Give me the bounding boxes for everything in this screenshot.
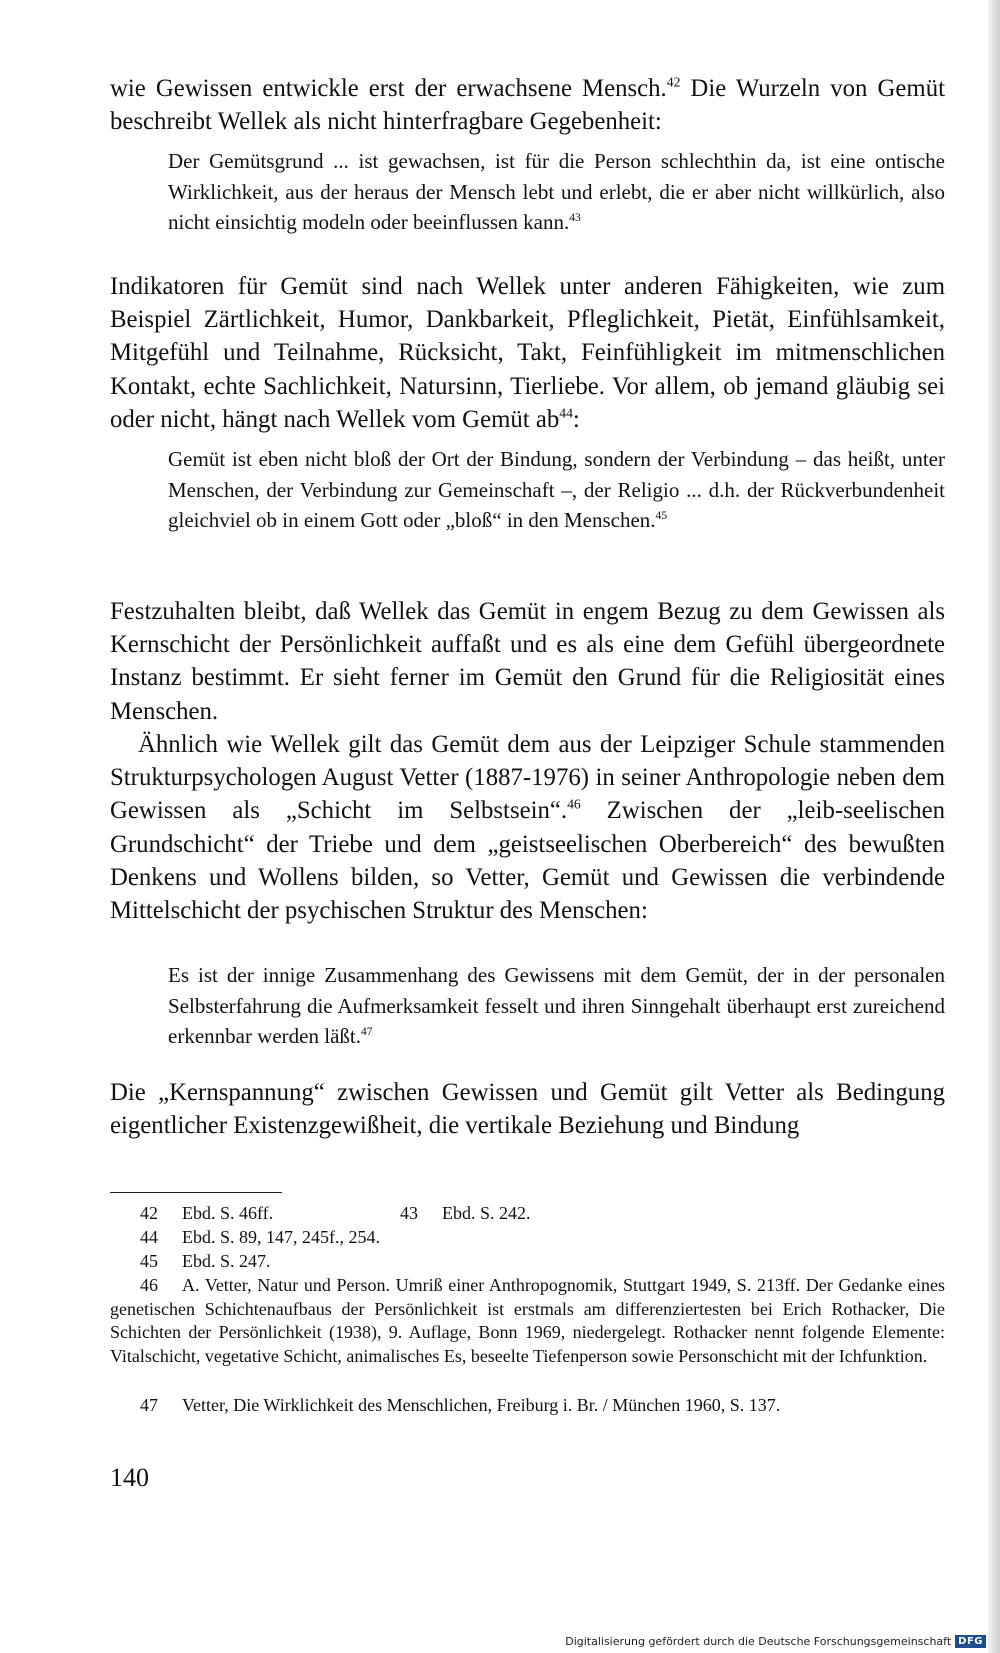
footnote-ref-46: 46 bbox=[567, 797, 581, 813]
page-edge bbox=[988, 0, 1000, 1653]
footnote-42-number: 42 bbox=[140, 1203, 158, 1223]
footnote-45-text: Ebd. S. 247. bbox=[182, 1251, 271, 1271]
page-number: 140 bbox=[110, 1463, 149, 1492]
footnote-47-text: Vetter, Die Wirklichkeit des Menschlichen, Freiburg i. Br. / München 1960, S. 137. bbox=[182, 1395, 781, 1415]
paragraph-3-text: Festzuhalten bleibt, daß Wellek das Gemüt in engem Bezug zu dem Gewissen als Kernschicht der Persönlichkeit auffaßt und es als eine dem Gefühl übergeordnete Instanz bestimmt. Er sieht ferner im Gemüt den Grund für die Religiosität eines Menschen. bbox=[110, 598, 945, 725]
footnote-46 bbox=[110, 1274, 945, 1368]
footnote-42 bbox=[140, 1202, 273, 1226]
footnote-ref-43: 43 bbox=[569, 212, 581, 225]
paragraph-1-text-b: Die Wurzeln von Gemüt beschreibt Wellek als nicht hinterfragbare Gegebenheit: bbox=[110, 75, 945, 136]
digitization-credit bbox=[565, 1635, 986, 1648]
footnote-ref-44: 44 bbox=[559, 405, 573, 421]
footnote-44-number: 44 bbox=[140, 1227, 158, 1247]
block-quote-2-text: Gemüt ist eben nicht bloß der Ort der Bindung, sondern der Verbindung – das heißt, unter Menschen, der Verbindung zur Gemeinschaft –, der Religio ... d.h. der Rückverbundenheit gleichviel ob in einem Gott oder „bloß“ in den Menschen. bbox=[168, 447, 945, 533]
paragraph-4-text-a: Ähnlich wie Wellek gilt das Gemüt dem aus der Leipziger Schule stammenden Strukturpsychologen August Vetter (1887-1976) in seiner Anthropologie neben dem Gewissen als „Schicht im Selbstsein“. bbox=[110, 731, 945, 825]
paragraph-1 bbox=[110, 72, 945, 138]
paragraph-5 bbox=[110, 1076, 945, 1142]
footnote-ref-47: 47 bbox=[361, 1026, 373, 1039]
paragraph-4-text-b: Zwischen der „leib-seelischen Grundschicht“ der Triebe und dem „geistseelischen Oberbereich“ des bewußten Denkens und Wollens bilden, so Vetter, Gemüt und Gewissen die verbindende Mittelschicht der psychischen Struktur des Menschen: bbox=[110, 797, 946, 925]
block-quote-2 bbox=[168, 444, 945, 536]
block-quote-1-text: Der Gemütsgrund ... ist gewachsen, ist für die Person schlechthin da, ist eine ontische Wirklichkeit, aus der heraus der Mensch lebt und erlebt, die er aber nicht willkürlich, also nicht einsichtig modeln oder beeinflussen kann. bbox=[168, 149, 945, 235]
paragraph-5-text: Die „Kernspannung“ zwischen Gewissen und Gemüt gilt Vetter als Bedingung eigentlicher Existenzgewißheit, die vertikale Beziehung und Bindung bbox=[110, 1079, 945, 1140]
footnote-42-text: Ebd. S. 46ff. bbox=[182, 1203, 274, 1223]
dfg-logo-icon: DFG bbox=[955, 1635, 986, 1648]
footnote-43 bbox=[400, 1202, 531, 1226]
paragraph-2 bbox=[110, 270, 945, 436]
block-quote-3 bbox=[168, 960, 945, 1052]
footnote-43-number: 43 bbox=[400, 1203, 418, 1223]
paragraph-2-text: Indikatoren für Gemüt sind nach Wellek unter anderen Fähigkeiten, wie zum Beispiel Zärtlichkeit, Humor, Dankbarkeit, Pfleglichkeit, Pietät, Einfühlsamkeit, Mitgefühl und Teilnahme, Rücksicht, Takt, Feinfühligkeit im mitmenschlichen Kontakt, echte Sachlichkeit, Natursinn, Tierliebe. Vor allem, ob jemand gläubig sei oder nicht, hängt nach Wellek vom Gemüt ab bbox=[110, 273, 945, 433]
footnote-45-number: 45 bbox=[140, 1251, 158, 1271]
footnote-46-number: 46 bbox=[140, 1275, 158, 1295]
footnote-45 bbox=[140, 1250, 271, 1274]
footnote-ref-42: 42 bbox=[666, 74, 681, 90]
footnote-47-number: 47 bbox=[140, 1395, 158, 1415]
digitization-credit-text: Digitalisierung gefördert durch die Deutsche Forschungsgemeinschaft bbox=[565, 1635, 952, 1648]
footnote-44 bbox=[140, 1226, 380, 1250]
paragraph-3 bbox=[110, 595, 945, 728]
block-quote-3-text: Es ist der innige Zusammenhang des Gewissens mit dem Gemüt, der in der personalen Selbsterfahrung die Aufmerksamkeit fesselt und ihren Sinngehalt überhaupt erst zureichend erkennbar werden läßt. bbox=[168, 963, 945, 1049]
paragraph-2-tail: : bbox=[572, 405, 580, 433]
paragraph-4 bbox=[110, 728, 945, 927]
paragraph-1-text-a: wie Gewissen entwickle erst der erwachsene Mensch. bbox=[110, 75, 667, 102]
footnote-44-text: Ebd. S. 89, 147, 245f., 254. bbox=[182, 1227, 380, 1247]
footnote-46-text: A. Vetter, Natur und Person. Umriß einer Anthropognomik, Stuttgart 1949, S. 213ff. Der Gedanke eines genetischen Schichtenaufbaus der Persönlichkeit ist erstmals am differenziertesten bei Erich Rothacker, Die Schichten der Persönlichkeit (1938), 9. Auflage, Bonn 1969, niedergelegt. Rothacker nennt folgende Elemente: Vitalschicht, vegetative Schicht, animalisches Es, beseelte Tiefenperson sowie Personschicht mit der Ichfunktion. bbox=[110, 1275, 945, 1366]
footnote-43-text: Ebd. S. 242. bbox=[442, 1203, 531, 1223]
footnote-divider bbox=[110, 1192, 282, 1193]
footnote-47 bbox=[140, 1394, 780, 1418]
block-quote-1 bbox=[168, 146, 945, 238]
footnote-ref-45: 45 bbox=[655, 510, 668, 523]
